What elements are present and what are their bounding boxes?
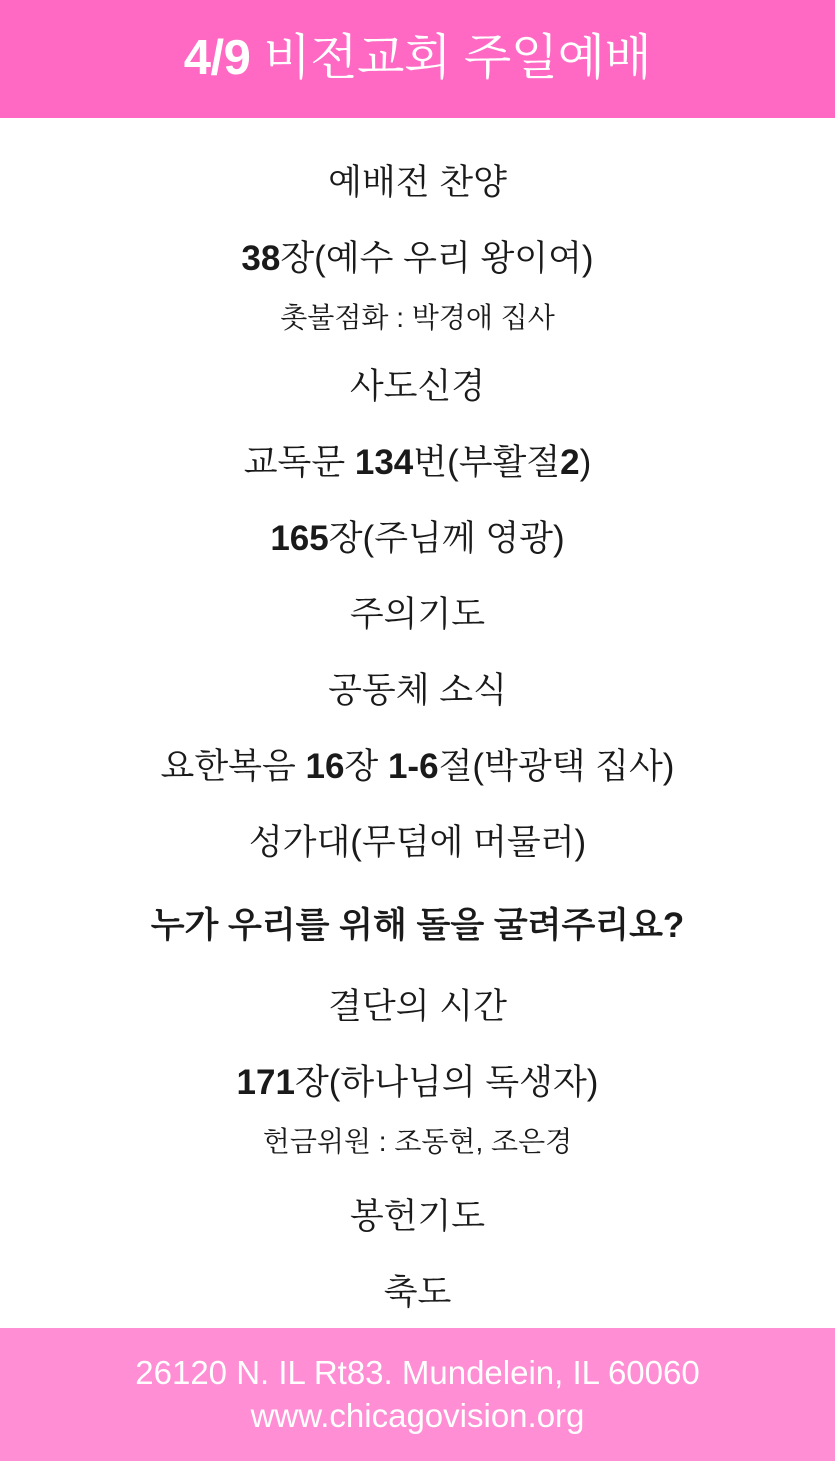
hymn-label: 장(하나님의 독생자)	[294, 1062, 599, 1102]
hymn-number: 165	[270, 518, 329, 558]
header-banner	[0, 0, 835, 118]
responsive-reading-number-2: 2	[560, 442, 580, 482]
scripture-verses: 1-6	[387, 746, 439, 786]
service-date: 4/9	[183, 31, 251, 86]
program-subitem: 헌금위원 : 조동현, 조은경	[262, 1125, 573, 1157]
church-website[interactable]: www.chicagovision.org	[250, 1397, 585, 1435]
scripture-mid: 장	[344, 746, 388, 786]
program-item	[0, 231, 835, 281]
hymn-label: 장(예수 우리 왕이여)	[280, 238, 594, 278]
program-item: 공동체 소식	[328, 670, 507, 710]
responsive-reading-number: 134	[354, 442, 414, 482]
church-address: 26120 N. IL Rt83. Mundelein, IL 60060	[135, 1353, 700, 1391]
program-item	[0, 511, 835, 561]
program-item	[0, 1055, 835, 1105]
program-list	[0, 118, 835, 1328]
program-item: 성가대(무덤에 머물러)	[248, 822, 587, 862]
scripture-suffix: 절(박광택 집사)	[438, 746, 675, 786]
program-item: 예배전 찬양	[328, 162, 507, 202]
sermon-title: 누가 우리를 위해 돌을 굴려주리요?	[150, 905, 685, 945]
hymn-label: 장(주님께 영광)	[328, 518, 565, 558]
program-item: 봉헌기도	[349, 1196, 486, 1236]
program-item: 축도	[383, 1272, 452, 1312]
program-subitem: 촛불점화 : 박경애 집사	[280, 301, 555, 333]
hymn-number: 38	[241, 238, 281, 278]
responsive-reading-prefix: 교독문	[243, 442, 355, 482]
program-item	[0, 739, 835, 789]
scripture-prefix: 요한복음	[160, 746, 306, 786]
scripture-chapter: 16	[305, 746, 345, 786]
responsive-reading-label: 번(부활절	[413, 442, 561, 482]
hymn-number: 171	[236, 1062, 295, 1102]
footer-banner	[0, 1328, 835, 1461]
program-item: 주의기도	[349, 594, 486, 634]
responsive-reading-suffix: )	[579, 442, 592, 482]
header-title-text: 비전교회 주일예배	[263, 31, 652, 86]
program-item: 결단의 시간	[328, 986, 507, 1026]
program-item	[0, 435, 835, 485]
page-title	[183, 31, 652, 86]
program-item: 사도신경	[349, 366, 486, 406]
